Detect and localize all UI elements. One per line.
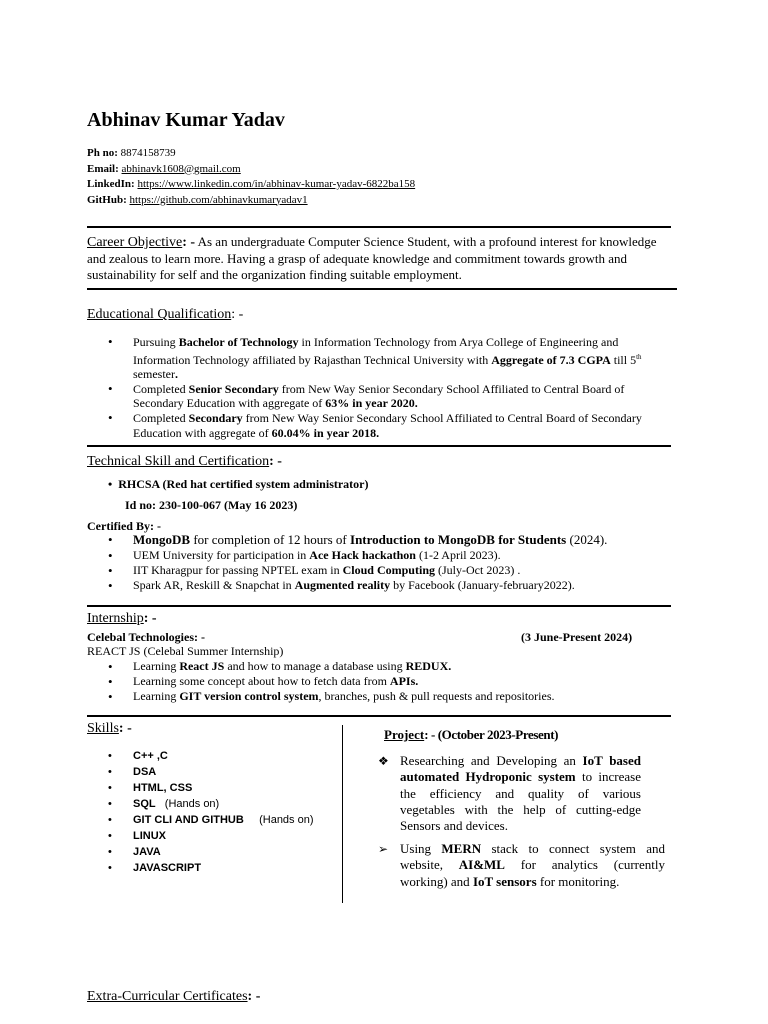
- linkedin-label: LinkedIn:: [87, 178, 135, 190]
- divider: [87, 715, 671, 717]
- list-item: • Spark AR, Reskill & Snapchat in Augmented reality by Facebook (January-february2022).: [87, 578, 677, 593]
- internship-heading: [87, 611, 157, 627]
- internship-dates: (3 June-Present 2024): [521, 630, 633, 644]
- technical-sep: : -: [269, 454, 282, 469]
- internship-role: REACT JS (Celebal Summer Internship): [87, 644, 284, 658]
- github-link[interactable]: https://github.com/abhinavkumaryadav1: [129, 193, 308, 206]
- rhcsa-id: Id no: 230-100-067 (May 16 2023): [125, 498, 298, 512]
- column-divider: [342, 725, 343, 903]
- career-title: Career Objective: [87, 235, 183, 250]
- list-item: • IIT Kharagpur for passing NPTEL exam in Cloud Computing (July-Oct 2023) .: [87, 563, 677, 578]
- extra-curricular-heading: [87, 989, 260, 1005]
- linkedin-link[interactable]: https://www.linkedin.com/in/abhinav-kumar-yadav-6822ba158: [137, 178, 416, 190]
- certified-by-label: Certified By: -: [87, 519, 161, 533]
- extra-sep: : -: [247, 989, 261, 1004]
- internship-title: Internship: [87, 611, 144, 626]
- github-row: [87, 193, 415, 209]
- divider: [87, 226, 671, 228]
- internship-company: Celebal Technologies: -: [87, 630, 206, 644]
- career-text: As an undergraduate Computer Science Student, with a profound interest for knowledge and zealous to learn more. Having a grasp of adequate knowledge and commitment towards growth and sustainability for self and the organization finding suitable employment.: [87, 234, 657, 282]
- technical-heading: [87, 454, 282, 470]
- list-item: • LINUX: [87, 828, 337, 844]
- list-item: • Learning React JS and how to manage a database using REDUX.: [87, 659, 677, 674]
- list-item: • Pursuing Bachelor of Technology in Information Technology from Arya College of Engineering and Information Technology affiliated by Rajasthan Technical University with Aggregate of 7.3 CGPA till 5th semester.: [87, 335, 647, 382]
- phone-value: 8874158739: [120, 147, 176, 159]
- list-item: • UEM University for participation in Ace Hack hackathon (1-2 April 2023).: [87, 548, 677, 563]
- project-item-2: ➢ Using MERN stack to connect system and website, AI&ML for analytics (currently working) and IoT sensors for monitoring.: [378, 841, 665, 889]
- phone-row: [87, 146, 415, 162]
- career-sep: : -: [182, 235, 196, 250]
- list-item: • Completed Senior Secondary from New Way Senior Secondary School Affiliated to Central Board of Secondary Education with aggregate of 63% in year 2020.: [87, 382, 647, 411]
- rhcsa-item: • RHCSA (Red hat certified system administrator): [108, 477, 369, 491]
- diamond-bullet-icon: ❖: [378, 754, 389, 768]
- skills-list: [87, 748, 337, 876]
- project-heading: [384, 727, 558, 743]
- education-title: Educational Qualification: [87, 307, 232, 322]
- divider: [87, 445, 671, 447]
- education-sep: : -: [231, 307, 244, 322]
- arrow-bullet-icon: ➢: [378, 842, 389, 856]
- list-item: • Learning some concept about how to fetch data from APIs.: [87, 674, 677, 689]
- project-title: Project: [384, 727, 425, 742]
- list-item: • JAVASCRIPT: [87, 860, 337, 876]
- skills-title: Skills: [87, 721, 119, 736]
- divider: [87, 605, 671, 607]
- contact-block: [87, 146, 415, 208]
- list-item: • Completed Secondary from New Way Senior Secondary School Affiliated to Central Board of Secondary Education with aggregate of 60.04% in year 2018.: [87, 411, 647, 440]
- list-item: • SQL (Hands on): [87, 796, 337, 812]
- linkedin-row: [87, 177, 415, 193]
- list-item: • Learning GIT version control system, branches, push & pull requests and repositories.: [87, 689, 677, 704]
- list-item: • C++ ,C: [87, 748, 337, 764]
- email-label: Email:: [87, 162, 119, 175]
- candidate-name: Abhinav Kumar Yadav: [87, 109, 285, 131]
- internship-list: [87, 659, 677, 704]
- career-objective: [87, 234, 671, 283]
- internship-sep: : -: [143, 611, 157, 626]
- education-heading: [87, 307, 243, 323]
- list-item: • MongoDB for completion of 12 hours of Introduction to MongoDB for Students (2024).: [87, 532, 677, 548]
- list-item: • HTML, CSS: [87, 780, 337, 796]
- project-item-1: ❖ Researching and Developing an IoT based automated Hydroponic system to increase the efficiency and quality of various vegetables with the help of cutting-edge Sensors and devices.: [378, 753, 641, 834]
- divider: [87, 288, 677, 290]
- email-row: [87, 162, 415, 178]
- skills-sep: : -: [118, 721, 132, 736]
- skills-heading: [87, 721, 132, 737]
- certificate-list: [87, 532, 677, 593]
- email-link[interactable]: abhinavk1608@gmail.com: [121, 162, 241, 175]
- project-sep: : - (October 2023-Present): [424, 727, 559, 742]
- phone-label: Ph no:: [87, 147, 118, 159]
- extra-title: Extra-Curricular Certificates: [87, 989, 248, 1004]
- list-item: • JAVA: [87, 844, 337, 860]
- github-label: GitHub:: [87, 193, 127, 206]
- technical-title: Technical Skill and Certification: [87, 454, 270, 469]
- list-item: • DSA: [87, 764, 337, 780]
- education-list: [87, 335, 647, 440]
- list-item: • GIT CLI AND GITHUB (Hands on): [87, 812, 337, 828]
